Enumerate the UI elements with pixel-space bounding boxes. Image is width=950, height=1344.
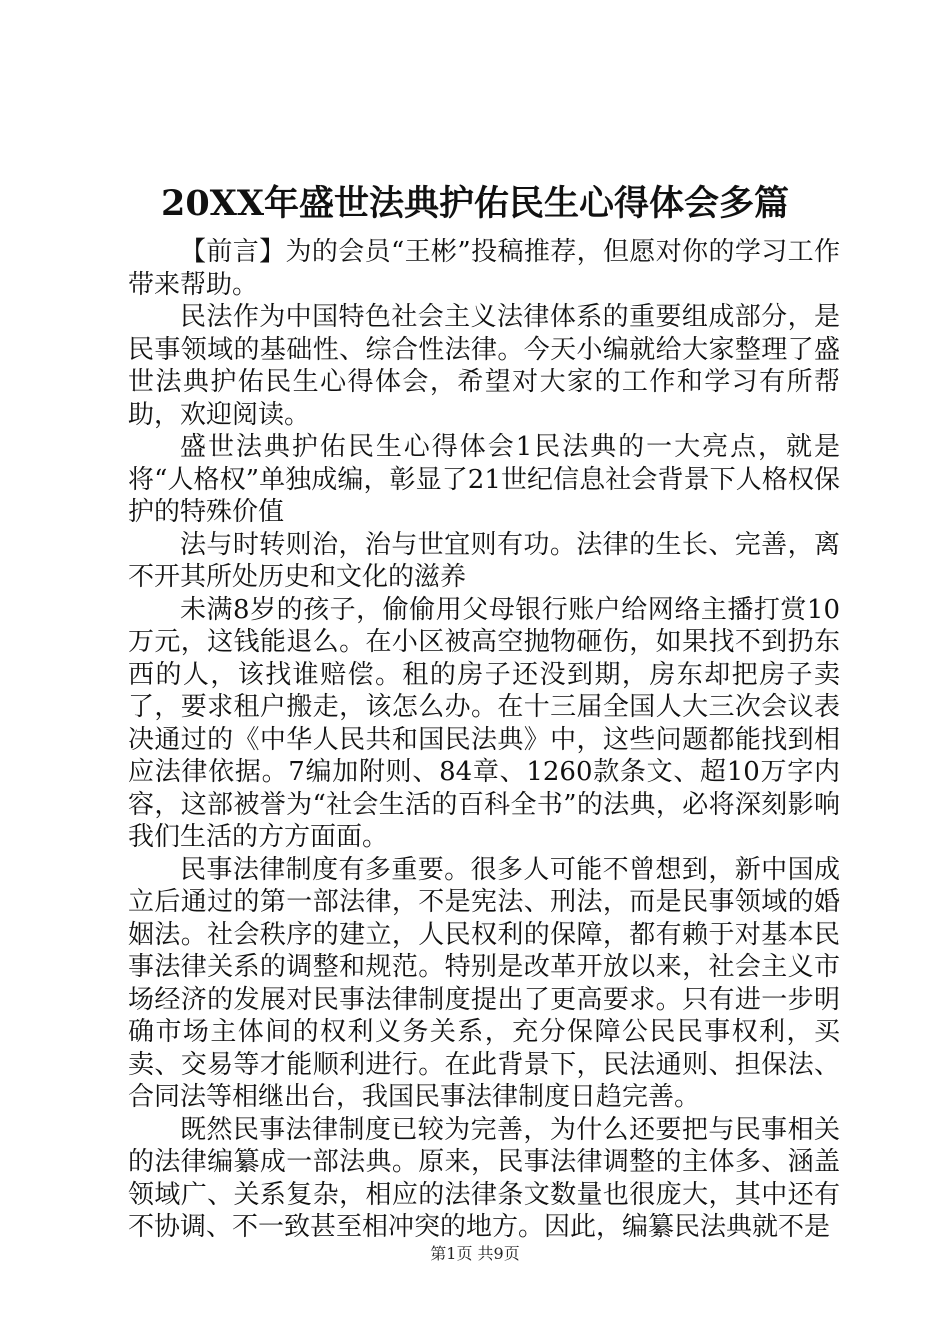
- document-body: [128, 236, 840, 1244]
- paragraph-intro: 民法作为中国特色社会主义法律体系的重要组成部分，是民事领域的基础性、综合性法律。今天小编就给大家整理了盛世法典护佑民生心得体会，希望对大家的工作和学习有所帮助，欢迎阅读。: [128, 302, 840, 430]
- page-number-footer: 第1页 共9页: [430, 1244, 520, 1263]
- paragraph-law-history: 法与时转则治，治与世宜则有功。法律的生长、完善，离不开其所处历史和文化的滋养: [128, 529, 840, 592]
- paragraph-codification: 既然民事法律制度已较为完善，为什么还要把与民事相关的法律编纂成一部法典。原来，民事法律调整的主体多、涵盖领域广、关系复杂，相应的法律条文数量也很庞大，其中还有不协调、不一致甚至相冲突的地方。因此，编纂民法典就不是: [128, 1114, 840, 1242]
- paragraph-importance: 民事法律制度有多重要。很多人可能不曾想到，新中国成立后通过的第一部法律，不是宪法、刑法，而是民事领域的婚姻法。社会秩序的建立，人民权利的保障，都有赖于对基本民事法律关系的调整和规范。特别是改革开放以来，社会主义市场经济的发展对民事法律制度提出了更高要求。只有进一步明确市场主体间的权利义务关系，充分保障公民民事权利，买卖、交易等才能顺利进行。在此背景下，民法通则、担保法、合同法等相继出台，我国民事法律制度日趋完善。: [128, 854, 840, 1112]
- paragraph-examples: 未满8岁的孩子，偷偷用父母银行账户给网络主播打赏10万元，这钱能退么。在小区被高空抛物砸伤，如果找不到扔东西的人，该找谁赔偿。租的房子还没到期，房东却把房子卖了，要求租户搬走，该怎么办。在十三届全国人大三次会议表决通过的《中华人民共和国民法典》中，这些问题都能找到相应法律依据。7编加附则、84章、1260款条文、超10万字内容，这部被誉为“社会生活的百科全书”的法典，必将深刻影响我们生活的方方面面。: [128, 594, 840, 852]
- paragraph-preface: 【前言】为的会员“王彬”投稿推荐，但愿对你的学习工作带来帮助。: [128, 237, 840, 300]
- paragraph-section-1: 盛世法典护佑民生心得体会1民法典的一大亮点，就是将“人格权”单独成编，彰显了21世纪信息社会背景下人格权保护的特殊价值: [128, 432, 840, 527]
- document-title: 20XX年盛世法典护佑民生心得体会多篇: [160, 183, 790, 224]
